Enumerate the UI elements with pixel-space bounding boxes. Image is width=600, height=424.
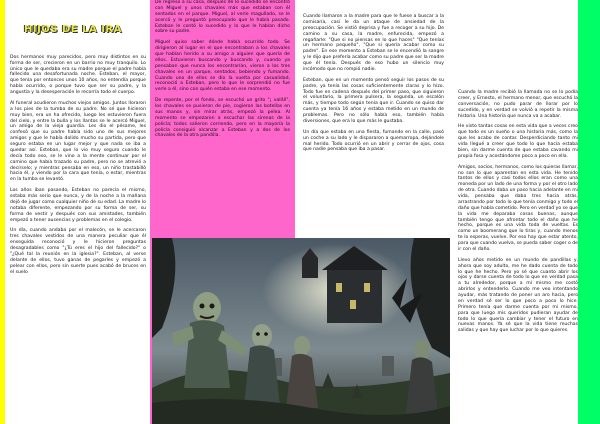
paragraph: Cuando llamaron a la madre para que le fuese a buscar a la comisaría, casi le da un ataque de ansiedad de la preocupación. Se vistió deprisa y fue a recoger a su hijo. De camino a su casa, la madre, enfurecida, empezó a regañarle: "Que si no piensas en lo que haces" "Que tenías un hermano pequeño", "Que si quería acabar como su padre". En ese momento a Esteban se le encendió la sangre y le dijo que prefería acabar como su padre que ser la madre que él tenía. Después de eso hubo un silencio muy incómodo que no rompió nadie. <box>303 14 444 72</box>
paragraph: Dos hermanos muy parecidos, pero muy distintos en su forma de ser, crecieron en un barrio no muy tranquilo. Lo único que le quedaba era su madre porque el padre había fallecido una desafortunada noche. Esteban, el mayor, que tenía por entonces unos 10 años, no entendía porque había ocurrido, o porque tuvo que ser su padre, y la angustia y la desesperación le recorría todo el cuerpo. <box>10 54 146 96</box>
paragraph: De regreso a su casa, después de lo sucedido se encontró con Miguel y unos chavales más que estaban con él sentados en el parque. Miguel, al verle magullado, se le acercó y le preguntó preocupado que le había pasado. Esteban le contó lo sucedido y lo que le habían dicho sobre su padre. <box>155 0 290 35</box>
paragraph: Esteban, que en un momento pensó seguir los pasos de su padre, ya tenía las cosas suficientemente claras y lo hizo. Todo fue en cadena después del primer paso, que siguieron el voluntario, la primera pulsera, la segunda, un escalón más, y tiempo todo según tenía que ir. Cuando se quiso dar cuenta ya tenía 16 años y estaba metido en un mundo de problemas. Pero no sólo había eso, también había diversiones, que era lo que más le gustaba. <box>303 77 444 124</box>
paragraph: He visto tantas cosas en esta vida que a veces creo que todo es un sueño o una historia más, como la que les acabo de contar. Desperdiciando tanto mi vida llegué a creer que todo lo que hacía estaba bien, sin darme cuenta de que estaba cavando mi propia fosa y acostándome poco a poco en ella. <box>458 124 578 159</box>
zombie-graveyard-illustration <box>152 238 450 424</box>
paragraph: Un día, cuando andaba por el malecón, se le acercaron tres chavales vestidos de una manera peculiar que él enseguida reconoció y le hicieron preguntas desagradables como "¿Tú eres el hijo del fallecido?" o "¿Qué tal la reunión en la iglesia?". Esteban, al verse delante de ellos, tuvo ganas de pegarles y empezó a pelear con ellos, pero sin suerte pues acabó de bruces en el suelo <box>10 228 146 275</box>
paragraph: De repente, por el fondo, se escuchó un grito "¡ vallUl", los chavales se pusieron de pie, cogieron las botellas en sus manos y, sin mirar atrás, empezó la pelea. Al momento se empezaron a escuchar las sirenas de la policía; todos salieron corriendo, pero en la mayoría la policía consiguió alcanzar a Esteban y a dos de los chavales de la otra pandilla. <box>155 98 290 139</box>
page-title: HIJOS DE LA IRA <box>24 24 122 35</box>
paragraph: Al funeral acudieron muchos viejos amigos. Juntos lloraron a los pies de la tumba de su padre. No sé que hicieron muy bien, era un ha ofrecido, luego les estuvieron fuera del cielo, y entre la bulla y los llantos se le acercó Miguel, un amigo de la vieja guardia. Les dio el pésame, les confesó que su padre había sido uno de sus mejores amigos y que le había dolido mucho su partida, pero que seguro estaba en un lugar mejor y que nada se iba a quedar así. Esteban, que lo vio muy seguro cuando le decía todo eso, se le vino a la mente continuar por el camino que había trazado su padre, pero no se atrevió a decírselo; y mientras pensaba en eso, un niño trastabilló hacia él, y viendo por la cara que tenía, o estar, mientras en la tumba se levantó. <box>10 100 146 183</box>
paragraph: Los años iban pasando, Esteban no parecía el mismo, estaba más serio que nunca, y de la noche a la mañana dejó de jugar como cualquier niño de su edad. La madre lo notaba diferente, empezando por su forma de ser, su forma de vestir y después con sus amistades, también empezó a tener ausencias y problemas en el colegio. <box>10 188 146 223</box>
paragraph: Un día que estaba en una fiesta, fumando en la calle, pasó un coche a su lado y le dispararon a quemarropa, dejándole mal herido. Todo ocurrió en un abrir y cerrar de ojos, cosa que nadie pensaba que iba a pasar. <box>303 129 444 153</box>
column-4 <box>450 0 600 424</box>
green-stripe <box>578 0 600 424</box>
column-1 <box>0 0 150 424</box>
paragraph: Cuando la madre recibió la llamada no se lo podía creer, y Ernesto, el hermano menor, que escuchó la conversación, no pudo parar de llorar por lo sucedido, y en verdad se volvió a repetir la misma historia. Una historia que nunca va a acabar. <box>458 90 578 119</box>
paragraph: Llevo años metido en un mundo de pandillas y, ahora que soy adulto, me he dado cuenta de todo lo que he hecho. Pero yo sé que cuanto abrir los ojos y darse cuenta de todo lo que en verdad pasa a tu alrededor, porque a mí mismo me costó abrirlos y entenderlo. Cuando me veo intentando ayudar, más tratando de poner un aro hacia, pero en verdad sé ser lo que poco a poco lo hice. Primero tenía que darme cuenta por mi mismo, para que luego mis queridos pudieran ayudar de todo lo que quería cambiar y tener el futuro en nuevas manos. Ya sé que la vida tiene muchas salidas y que hay que luchar por lo que quieres. <box>458 257 578 334</box>
paragraph: Amigos, socios, hermanos, como los quieras llamar, no son lo que aparentan en esta vida. He tenido tantos de ellos y casi todos ellos eran como una moneda por un lado de una forma y por el otro lado de otra. Cuando daba un paso hacia adelante en mi vida, pensaba que daba tres hacia atrás, arrastrando por todo lo que tenía conmigo y todo el daño que había cometido. Pero en verdad yo se que la vida me deparaba cosas buenas, aunque también tengo que afrontar todo el daño que he hecho, porque es una vida toda de vueltas. Es como un boomerang que lo tiras y, cuando menos te lo esperas, vuelve. Por eso hay que estar atento, para que cuando vuelva, se pueda saber coger o de ir con el daño. <box>458 164 578 252</box>
yellow-stripe <box>0 0 5 424</box>
paragraph: Miguel quiso saber dónde había ocurrido todo. Se dirigieron al lugar en el que encontraban a los chavales que habían herido a su amigo a alguien que quería de ellos. Estuvieron buscando y buscando y, cuando ya pensaban que nunca los encontrarían, vieron a los tres chavales en un parque, sentados, bebiendo y fumando. Cuando uno de ellos se dio la vuelta por casualidad, reconoció a Esteban, pero lo que le sorprendió no fue verle a él, sino con quién estaba en ese momento. <box>155 40 290 93</box>
